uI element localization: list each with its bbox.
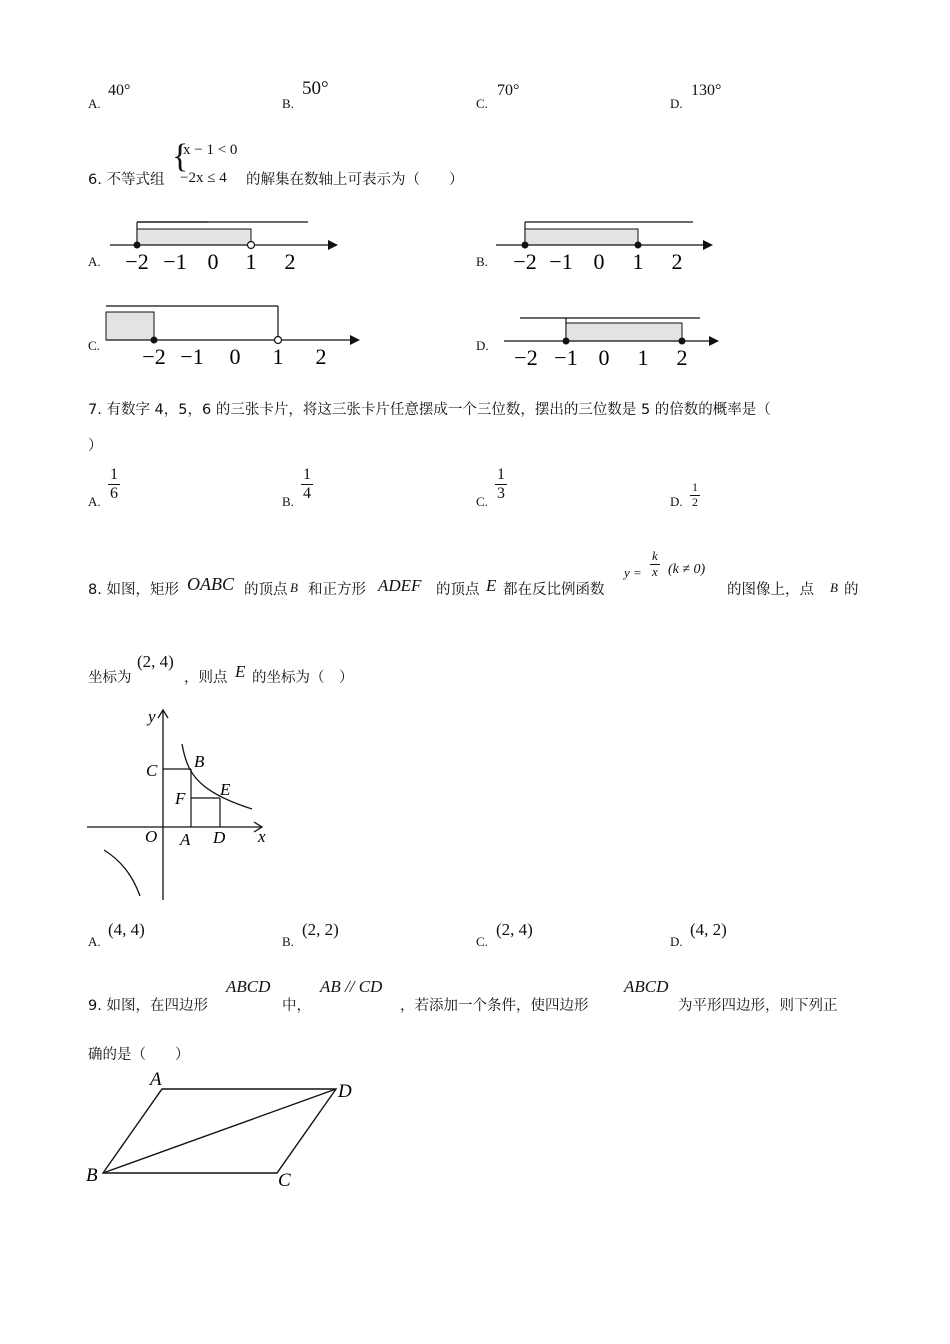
q8-line2-b: ，则点 — [184, 670, 228, 686]
tick-label: 0 — [207, 249, 219, 274]
fraction-numerator: 1 — [108, 466, 120, 485]
q8-point-e: E — [486, 576, 497, 595]
q8-point-b: B — [290, 580, 298, 595]
tick-label: 1 — [245, 249, 257, 274]
q5-option-b-label: B. — [282, 96, 294, 111]
q5-option-d-value: 130° — [691, 82, 722, 99]
q7-option-a-label: A. — [88, 494, 101, 509]
q7-option-b-label: B. — [282, 494, 294, 509]
label-y: y — [148, 707, 156, 726]
q6-suffix: 的解集在数轴上可表示为（ ） — [246, 172, 464, 188]
q9-text-2: 中， — [282, 998, 311, 1014]
label-b: B — [194, 752, 205, 771]
q7-option-a-fraction — [108, 466, 120, 504]
q8-option-a-value: (4, 4) — [108, 920, 145, 939]
tick-label: −2 — [142, 344, 166, 369]
q5-option-a-value: 40° — [108, 82, 131, 99]
q5-option-c-value: 70° — [497, 82, 520, 99]
fraction-numerator: 1 — [301, 466, 313, 485]
q7-option-d-label: D. — [670, 494, 683, 509]
q8-text-6: 的图像上，点 — [727, 582, 814, 598]
label-e: E — [220, 780, 231, 799]
q8-option-d-label: D. — [670, 934, 683, 949]
q9-text-3: ，若添加一个条件，使四边形 — [400, 998, 589, 1014]
label-x: x — [258, 827, 266, 846]
q6-option-c-numberline — [104, 298, 364, 370]
q8-square-name: ADEF — [378, 576, 422, 595]
fraction-numerator: k — [652, 548, 658, 563]
q9-parallel: AB // CD — [320, 977, 383, 996]
q5-option-b-value: 50° — [302, 78, 329, 99]
q8-line2-c: 的坐标为（ ） — [252, 670, 354, 686]
q8-point-b-2: B — [830, 580, 838, 595]
q5-option-a-label: A. — [88, 96, 101, 111]
q6-option-b-numberline — [488, 212, 728, 274]
q5-option-d-label: D. — [670, 96, 683, 111]
q8-option-a-label: A. — [88, 934, 101, 949]
q8-text-3: 和正方形 — [308, 582, 366, 598]
q7-text-line1: 7. 有数字 4，5，6 的三张卡片，将这三张卡片任意摆成一个三位数，摆出的三位数是 5 的倍数的概率是（ — [88, 402, 771, 418]
q8-option-c-value: (2, 4) — [496, 920, 533, 939]
label-d: D — [213, 828, 226, 847]
fraction-denominator: 4 — [303, 485, 311, 503]
tick-label: −1 — [554, 345, 578, 370]
q8-text-1: 8. 如图，矩形 — [88, 582, 179, 598]
q9-line2: 确的是（ ） — [88, 1047, 190, 1063]
fraction-numerator: 1 — [495, 466, 507, 485]
label-a: A — [150, 1069, 162, 1090]
q8-option-d-value: (4, 2) — [690, 920, 727, 939]
q8-text-5: 都在反比例函数 — [503, 582, 605, 598]
tick-label: 1 — [272, 344, 284, 369]
label-c: C — [146, 761, 158, 780]
q8-option-b-value: (2, 2) — [302, 920, 339, 939]
tick-label: −2 — [514, 345, 538, 370]
q6-option-d-numberline — [494, 308, 734, 370]
q8-point-e-2: E — [235, 662, 246, 681]
q9-figure — [82, 1066, 372, 1192]
fraction-denominator: x — [652, 563, 658, 579]
q8-text-7: 的 — [844, 582, 859, 598]
q7-option-c-fraction — [495, 466, 507, 504]
label-a: A — [180, 830, 191, 849]
q7-option-c-label: C. — [476, 494, 488, 509]
q6-brace: { — [172, 138, 189, 175]
fraction-denominator: 2 — [692, 494, 698, 509]
label-d: D — [338, 1081, 352, 1102]
q9-quad-name-2: ABCD — [624, 977, 669, 996]
q6-option-b-label: B. — [476, 254, 488, 269]
q8-option-c-label: C. — [476, 934, 488, 949]
tick-label: 1 — [632, 249, 644, 274]
q6-option-a-numberline — [100, 212, 340, 274]
q6-option-d-label: D. — [476, 338, 489, 353]
q9-text-4: 为平形四边形，则下列正 — [678, 998, 838, 1014]
q6-inequality-1: x − 1 < 0 — [183, 142, 238, 158]
q6-prefix: 6. 不等式组 — [88, 172, 165, 188]
q8-function-condition: (k ≠ 0) — [668, 562, 706, 577]
tick-label: 2 — [676, 345, 688, 370]
tick-label: 0 — [593, 249, 605, 274]
tick-label: 0 — [229, 344, 241, 369]
q8-option-b-label: B. — [282, 934, 294, 949]
q8-text-2: 的顶点 — [244, 582, 288, 598]
fraction-denominator: 6 — [110, 485, 118, 503]
q9-quad-name: ABCD — [226, 977, 271, 996]
q8-rect-name: OABC — [187, 574, 234, 594]
label-o: O — [145, 827, 158, 846]
tick-label: −1 — [163, 249, 187, 274]
q7-option-d-fraction — [690, 481, 700, 510]
tick-label: 1 — [637, 345, 649, 370]
label-b: B — [86, 1165, 98, 1186]
tick-label: 2 — [671, 249, 683, 274]
q9-text-1: 9. 如图，在四边形 — [88, 998, 208, 1014]
tick-label: −1 — [549, 249, 573, 274]
q8-figure — [82, 700, 282, 905]
label-c: C — [278, 1170, 291, 1191]
q6-option-c-label: C. — [88, 338, 100, 353]
fraction-denominator: 3 — [497, 485, 505, 503]
q6-option-a-label: A. — [88, 254, 101, 269]
tick-label: 2 — [284, 249, 296, 274]
tick-label: 0 — [598, 345, 610, 370]
q8-text-4: 的顶点 — [436, 582, 480, 598]
label-f: F — [175, 789, 186, 808]
q7-text-line2: ） — [88, 438, 103, 454]
q8-line2-a: 坐标为 — [88, 670, 132, 686]
tick-label: −2 — [125, 249, 149, 274]
q5-option-c-label: C. — [476, 96, 488, 111]
q8-function-lhs: y = — [624, 565, 642, 580]
q6-inequality-2: −2x ≤ 4 — [180, 170, 227, 186]
tick-label: 2 — [315, 344, 327, 369]
q8-function-fraction — [650, 549, 660, 580]
tick-label: −1 — [180, 344, 204, 369]
fraction-numerator: 1 — [692, 480, 698, 494]
q7-option-b-fraction — [301, 466, 313, 504]
q8-coord-b: (2, 4) — [137, 652, 174, 671]
tick-label: −2 — [513, 249, 537, 274]
